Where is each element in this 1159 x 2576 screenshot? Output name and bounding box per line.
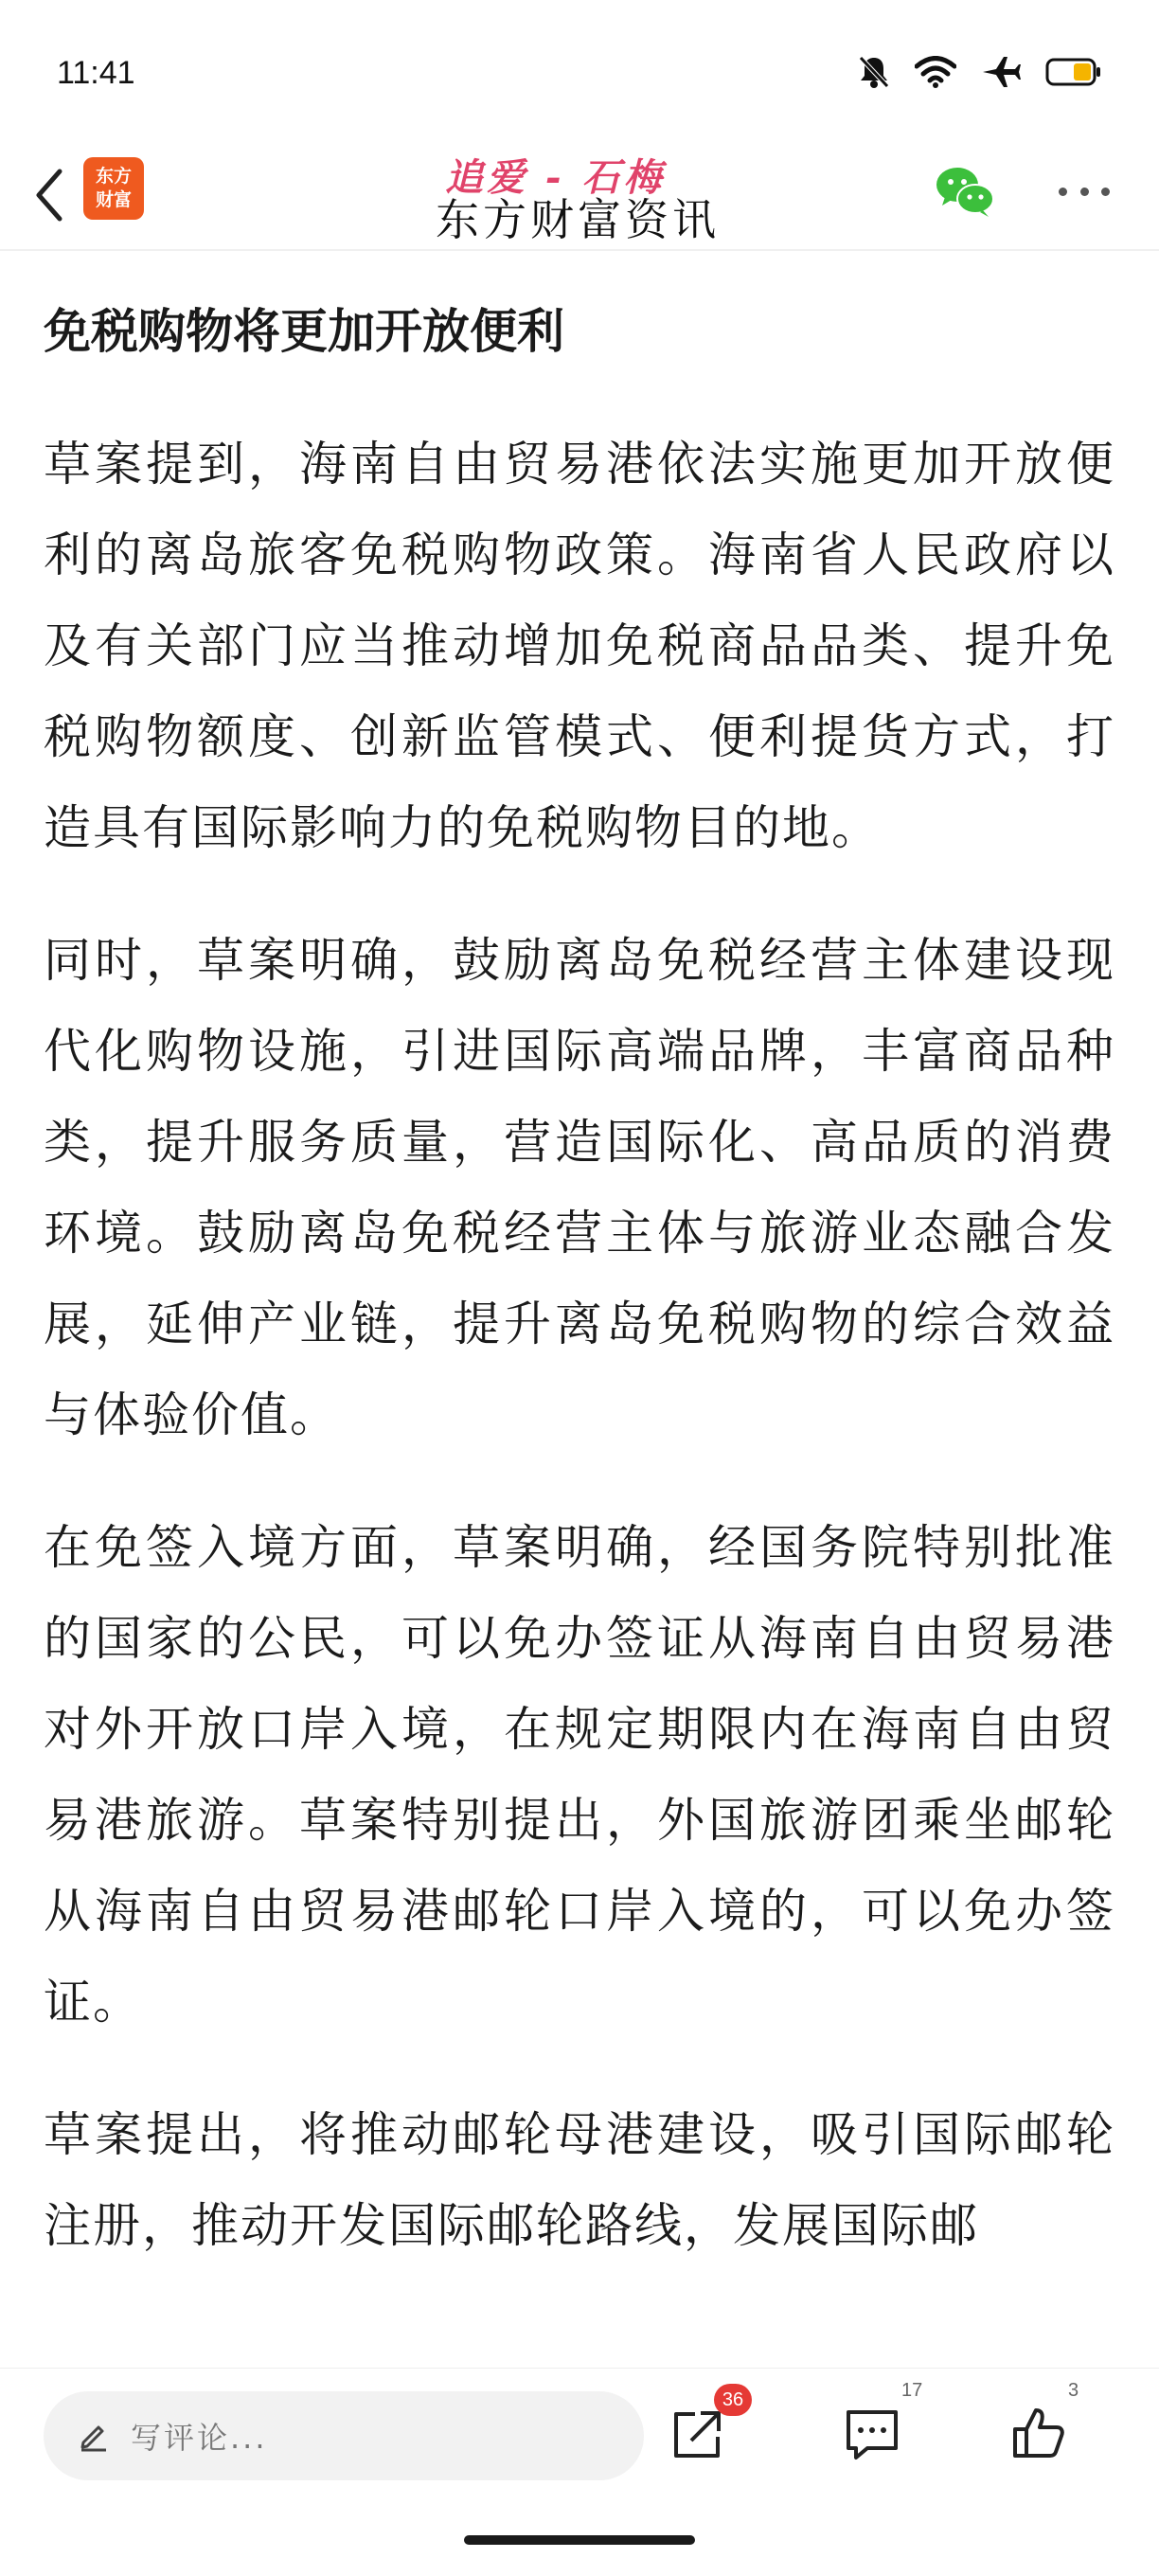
wechat-icon <box>934 163 996 220</box>
bottom-action-bar <box>0 2368 1159 2576</box>
like-count: 3 <box>1068 2380 1079 2401</box>
logo-text-line-1: 东方 <box>95 166 132 187</box>
comment-placeholder: 写评论... <box>131 2420 268 2456</box>
article-paragraph: 同时，草案明确，鼓励离岛免税经营主体建设现代化购物设施，引进国际高端品牌，丰富商品种类，提升服务质量，营造国际化、高品质的消费环境。鼓励离岛免税经营主体与旅游业态融合发展，延伸产业链，提升离岛免税购物的综合效益与体验价值。 <box>44 933 1115 1442</box>
status-time: 11:41 <box>57 55 135 91</box>
share-icon <box>669 2405 727 2463</box>
status-icons <box>858 55 1102 89</box>
battery-icon <box>1045 58 1102 86</box>
article-paragraph: 草案提到，海南自由贸易港依法实施更加开放便利的离岛旅客免税购物政策。海南省人民政府以及有关部门应当推动增加免税商品品类、提升免税购物额度、创新监管模式、便利提货方式，打造具有国际影响力的免税购物目的地。 <box>44 437 1115 855</box>
pen-icon <box>78 2420 110 2452</box>
wifi-icon <box>915 56 956 88</box>
logo-text-line-2: 财富 <box>95 189 132 210</box>
article-body <box>44 303 1115 2313</box>
thumbs-up-icon <box>1009 2405 1068 2463</box>
comment-count: 17 <box>901 2380 923 2401</box>
share-button[interactable] <box>669 2389 744 2471</box>
more-button[interactable] <box>1051 172 1117 210</box>
home-indicator[interactable] <box>464 2535 695 2545</box>
chevron-left-icon <box>35 169 63 222</box>
article-paragraph: 草案提出，将推动邮轮母港建设，吸引国际邮轮注册，推动开发国际邮轮路线，发展国际邮 <box>44 2107 1115 2253</box>
watermark-overlay: 追爱 - 石梅 <box>445 155 666 200</box>
article-heading: 免税购物将更加开放便利 <box>44 304 564 359</box>
comment-icon <box>843 2405 901 2463</box>
airplane-icon <box>981 55 1021 89</box>
like-button[interactable] <box>1009 2380 1079 2471</box>
mute-icon <box>858 55 890 89</box>
share-count-badge: 36 <box>714 2384 752 2416</box>
comments-button[interactable] <box>843 2380 923 2471</box>
wechat-share-button[interactable] <box>934 163 996 220</box>
header <box>0 142 1159 251</box>
header-title-group <box>417 148 758 245</box>
comment-input[interactable] <box>44 2391 644 2480</box>
status-bar <box>0 0 1159 142</box>
more-icon-dot <box>1080 188 1089 196</box>
back-button[interactable] <box>21 167 78 224</box>
more-icon-dot <box>1059 188 1067 196</box>
page-title: 东方财富资讯 <box>436 194 720 245</box>
article-paragraph: 在免签入境方面，草案明确，经国务院特别批准的国家的公民，可以免办签证从海南自由贸易港对外开放口岸入境，在规定期限内在海南自由贸易港旅游。草案特别提出，外国旅游团乘坐邮轮从海南自由贸易港邮轮口岸入境的，可以免办签证。 <box>44 1520 1115 2030</box>
app-logo[interactable] <box>83 157 144 220</box>
more-icon-dot <box>1101 188 1110 196</box>
